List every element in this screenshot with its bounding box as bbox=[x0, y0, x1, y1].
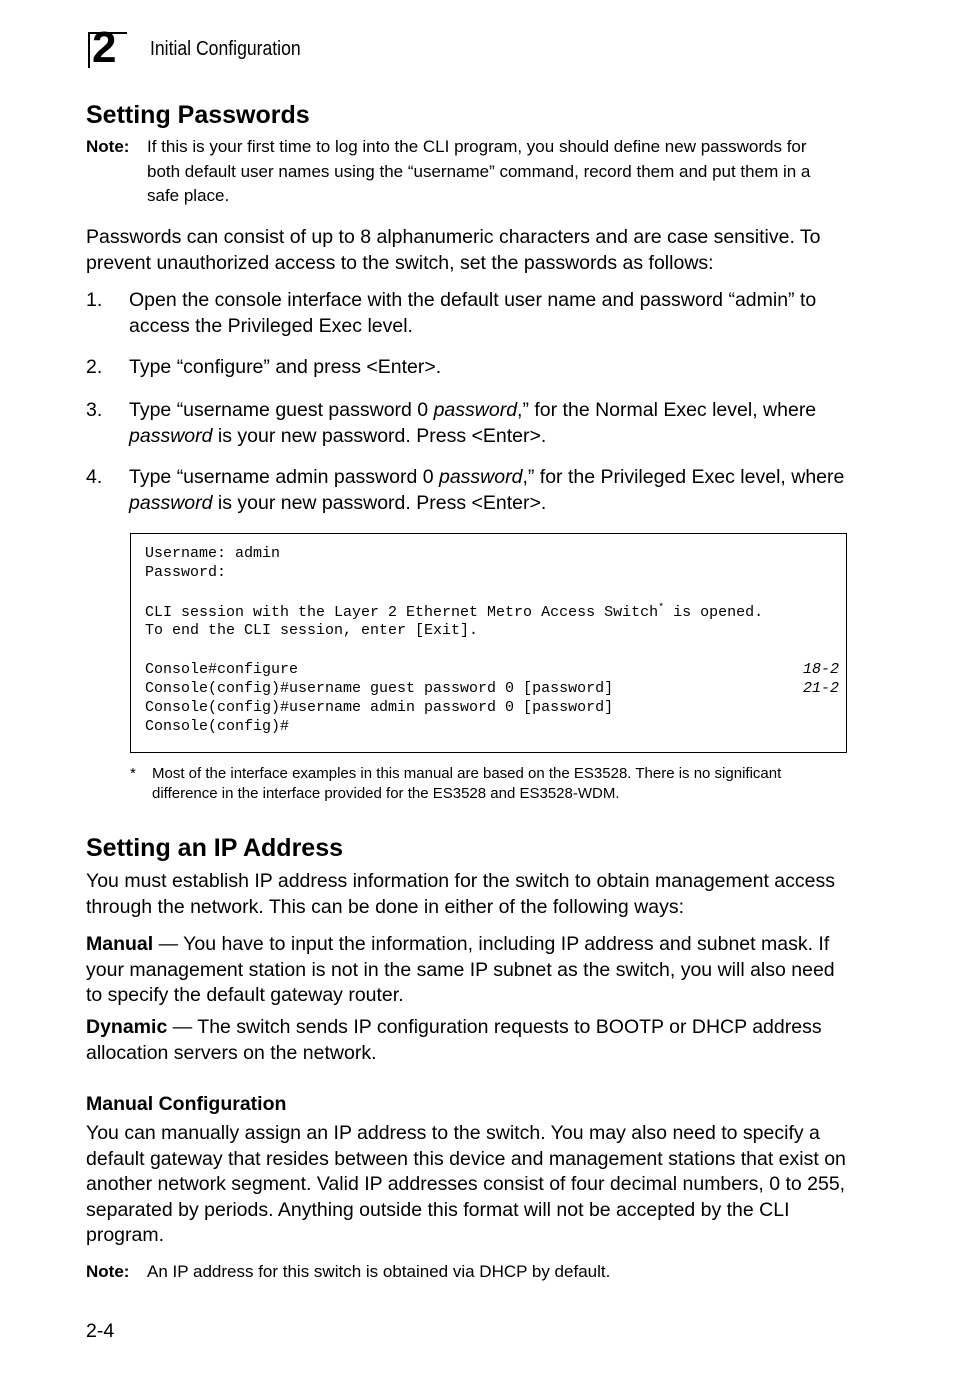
running-title: Initial Configuration bbox=[150, 38, 301, 60]
manual-method: Manual — You have to input the information, including IP address and subnet mask. If your management station is not in the same IP subnet as the switch, you will also need to specify the default gateway router. bbox=[86, 933, 835, 1006]
step-number: 2. bbox=[86, 356, 103, 378]
step-text: Open the console interface with the default user name and password “admin” to access the Privileged Exec level. bbox=[129, 289, 817, 337]
cli-example-box bbox=[130, 533, 847, 753]
footnote-text: Most of the interface examples in this manual are based on the ES3528. There is no significant difference in the interface provided for the ES3528 and ES3528-WDM. bbox=[152, 765, 782, 802]
footnote-marker: * bbox=[130, 765, 136, 782]
code-line: Console(config)#username admin password 0 [password] bbox=[145, 699, 614, 716]
list-item bbox=[86, 398, 846, 450]
step-number: 3. bbox=[86, 399, 103, 421]
step-text: Type “username admin password 0 password,” for the Privileged Exec level, where password is your new password. Press <Enter>. bbox=[129, 466, 845, 514]
passwords-intro: Passwords can consist of up to 8 alphanumeric characters and are case sensitive. To prevent unauthorized access to the switch, set the passwords as follows: bbox=[86, 226, 821, 274]
note-label: Note: bbox=[86, 1262, 130, 1281]
code-line: Console#configure bbox=[145, 661, 299, 678]
step-text: Type “configure” and press <Enter>. bbox=[129, 356, 442, 378]
footnote bbox=[130, 764, 830, 806]
code-line: Username: admin bbox=[145, 545, 281, 562]
page-reference: 21-2 bbox=[802, 680, 839, 697]
term-manual: Manual bbox=[86, 933, 154, 955]
page-number: 2-4 bbox=[86, 1320, 115, 1342]
code-line: Console(config)# bbox=[145, 718, 290, 735]
chapter-number: 2 bbox=[92, 23, 117, 72]
note-text: If this is your first time to log into the CLI program, you should define new passwords for both default user names using the “username” command, record them and put them in a safe place. bbox=[147, 137, 811, 205]
code-line: Console(config)#username guest password 0 [password] bbox=[145, 680, 614, 697]
page-reference: 18-2 bbox=[802, 661, 839, 678]
step-number: 4. bbox=[86, 466, 103, 488]
dynamic-method: Dynamic — The switch sends IP configuration requests to BOOTP or DHCP address allocation servers on the network. bbox=[86, 1016, 822, 1064]
note-label: Note: bbox=[86, 137, 130, 156]
step-number: 1. bbox=[86, 289, 103, 311]
manual-config-body: You can manually assign an IP address to the switch. You may also need to specify a default gateway that resides between this device and management stations that exist on another network segment. Valid IP addresses consist of four decimal numbers, 0 to 255, separated by periods. Anything outside this format will not be accepted by the CLI program. bbox=[86, 1122, 846, 1246]
footnote-marker: * bbox=[658, 603, 665, 614]
code-line: Password: bbox=[145, 564, 227, 581]
term-dynamic: Dynamic bbox=[86, 1016, 168, 1038]
heading-setting-passwords: Setting Passwords bbox=[86, 101, 310, 129]
note-dhcp bbox=[86, 1260, 846, 1286]
list-item bbox=[86, 465, 846, 517]
heading-manual-configuration: Manual Configuration bbox=[86, 1093, 287, 1115]
ip-intro: You must establish IP address information for the switch to obtain management access through the network. This can be done in either of the following ways: bbox=[86, 870, 835, 918]
code-line: To end the CLI session, enter [Exit]. bbox=[145, 622, 479, 639]
step-text: Type “username guest password 0 password,” for the Normal Exec level, where password is your new password. Press <Enter>. bbox=[129, 399, 817, 447]
heading-setting-ip-address: Setting an IP Address bbox=[86, 834, 344, 862]
code-line: CLI session with the Layer 2 Ethernet Metro Access Switch* is opened. bbox=[145, 603, 764, 621]
list-item bbox=[86, 355, 846, 381]
note-passwords bbox=[86, 135, 846, 210]
note-text: An IP address for this switch is obtained via DHCP by default. bbox=[147, 1262, 611, 1281]
list-item bbox=[86, 288, 846, 340]
